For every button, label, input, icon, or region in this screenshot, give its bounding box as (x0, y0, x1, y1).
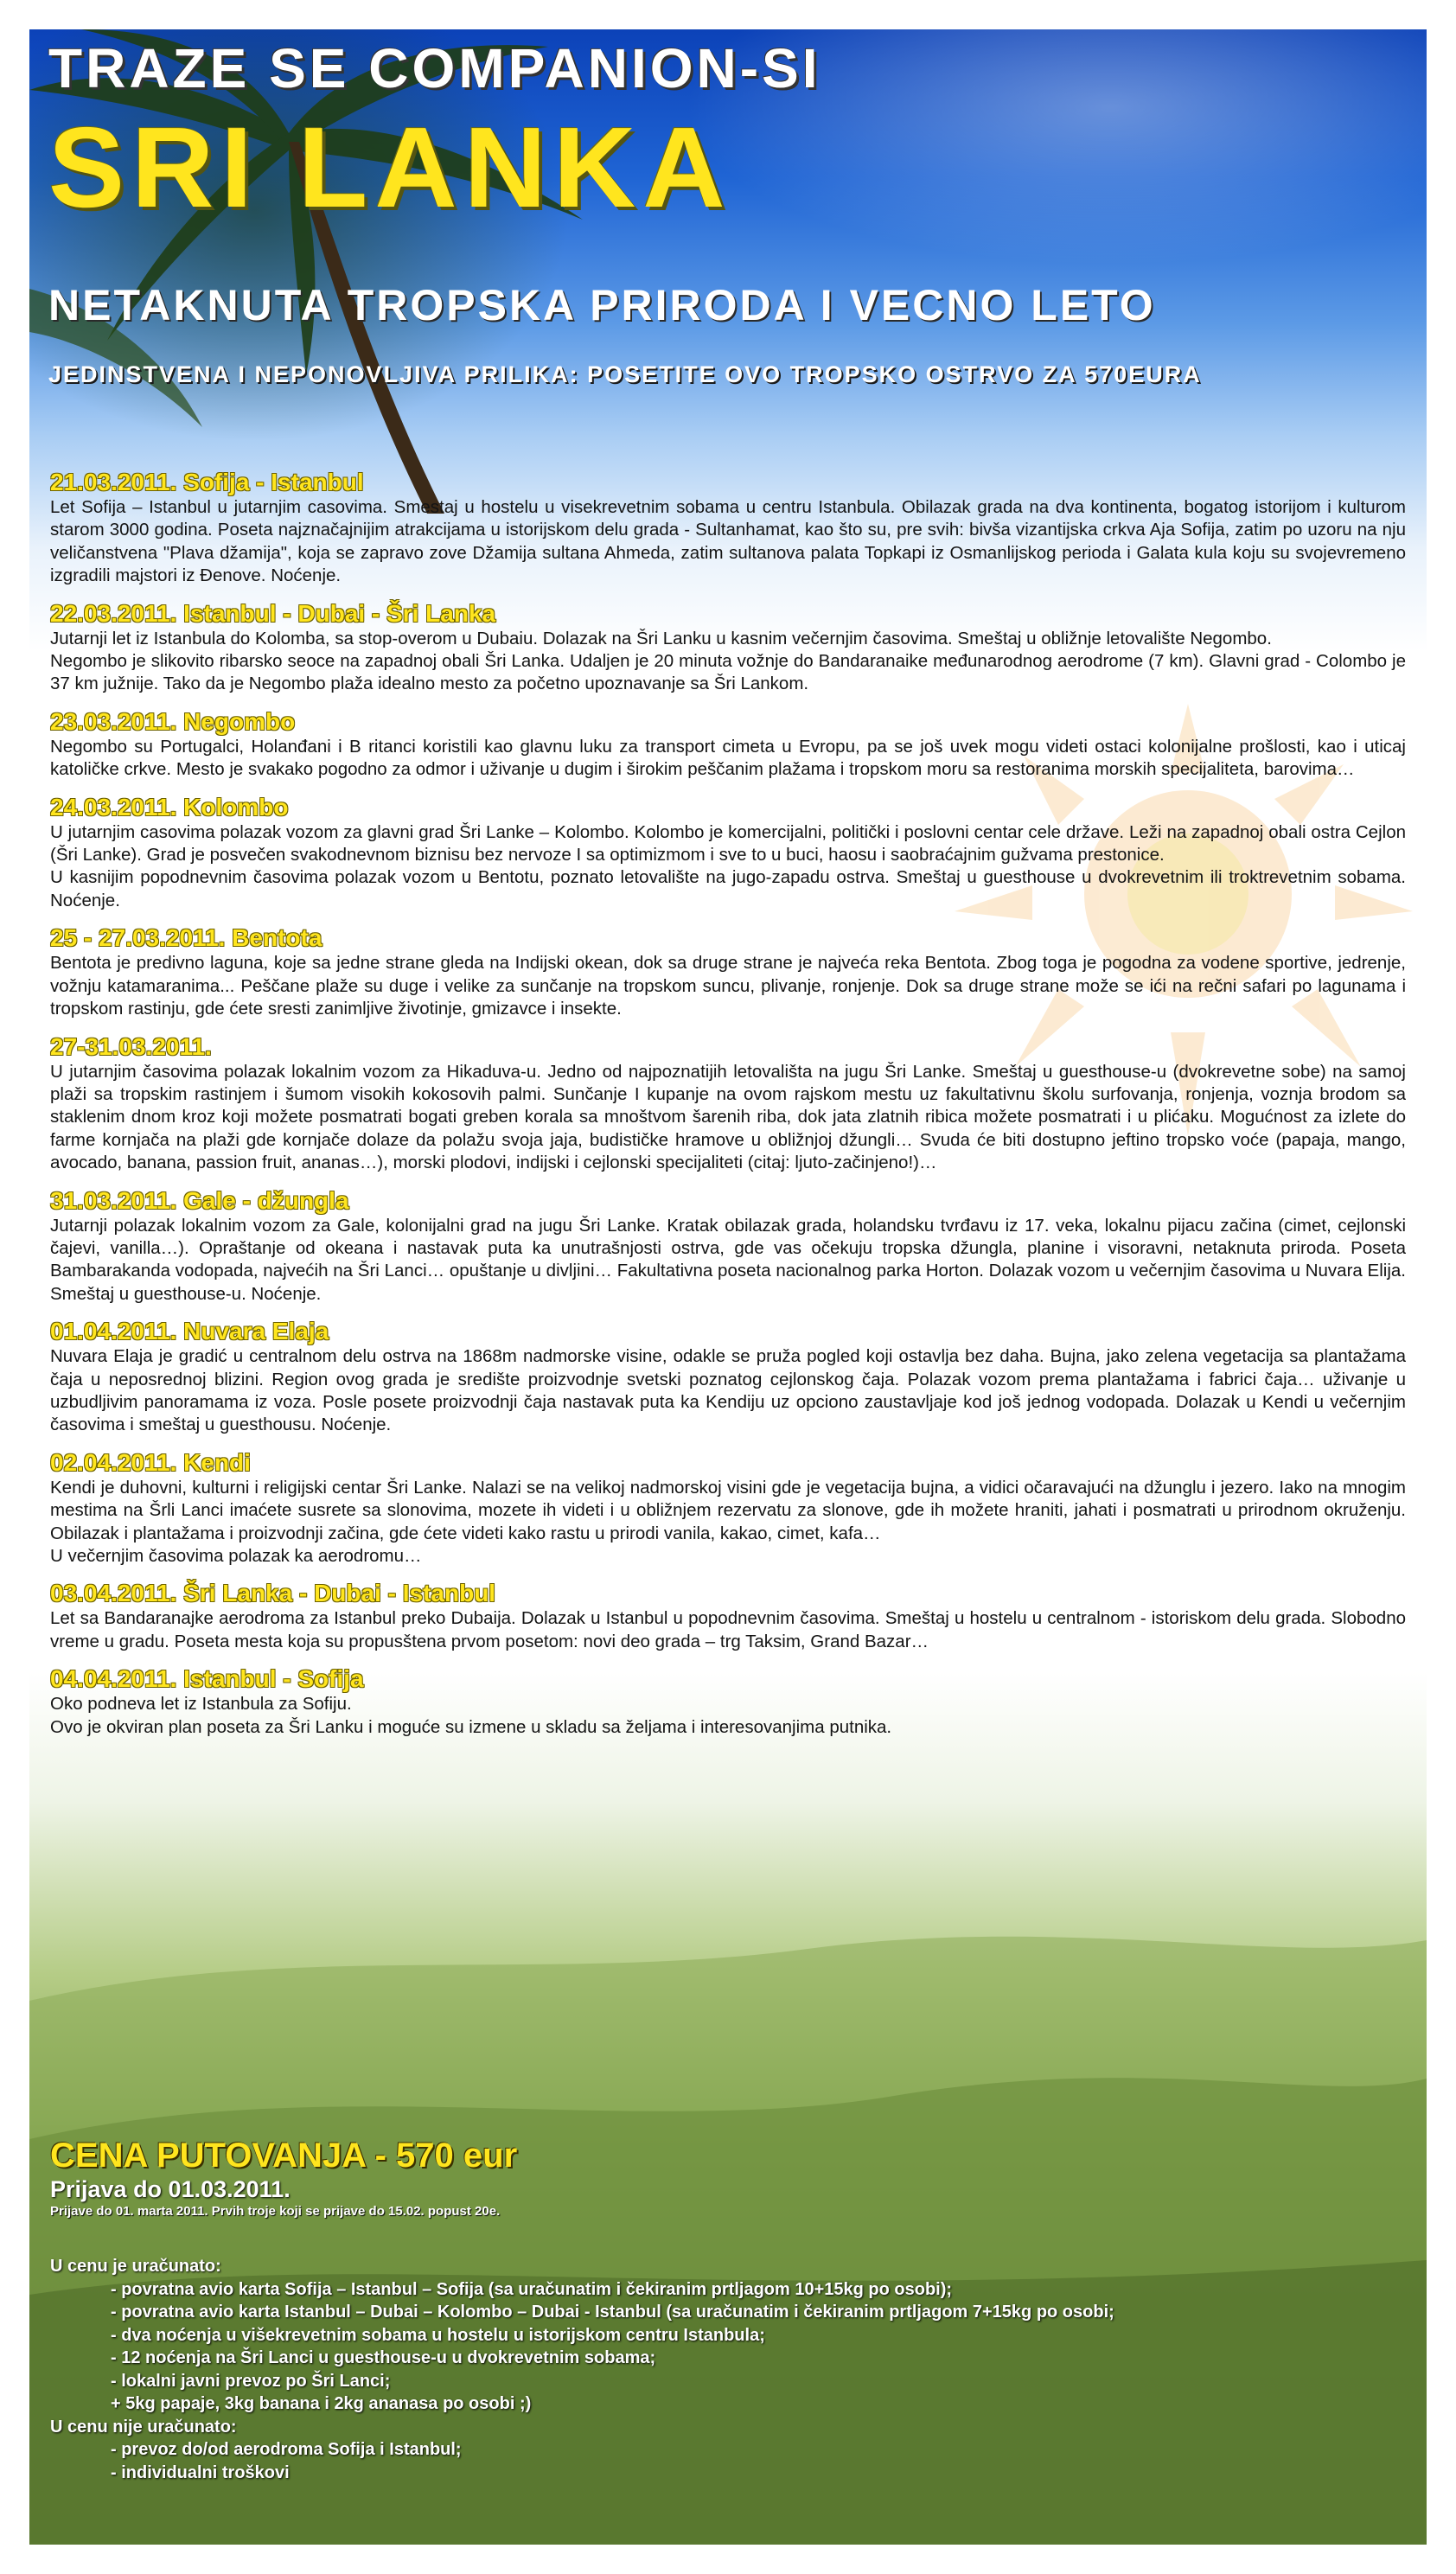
day-entry (50, 1318, 1406, 1437)
day-text: Jutarnji let iz Istanbula do Kolomba, sa stop-overom u Dubaiu. Dolazak na Šri Lanku u kasnim večernjim časovima. Smeštaj u obližnje letovalište Negombo. Negombo je slikovito ribarsko seoce na zapadnoj obali Šri Lanka. Udaljen je 20 minuta vožnje do Bandaranaike međunarodnog aerodrome (7 km). Glavni grad - Colombo je 37 km južnije. Tako da je Negombo plaža idealno mesto za početno upoznavanje sa Šri Lankom. (50, 628, 1406, 694)
day-text: Negombo su Portugalci, Holanđani i B ritanci koristili kao glavnu luku za transport cimeta u Evropu, pa se još uvek mogu videti ostaci kolonijalne prošlosti, kao i uticaj katoličke crkve. Mesto je svakako pogodno za odmor i uživanje u dugim i širokim peščanim plažama i tropskom moru sa restoranima morskih specijaliteta, barovima… (50, 736, 1406, 780)
day-entry (50, 794, 1406, 913)
tagline: NETAKNUTA TROPSKA PRIRODA I VECNO LETO (48, 281, 1156, 329)
day-text: U jutarnjim casovima polazak vozom za glavni grad Šri Lanke – Kolombo. Kolombo je komercijalni, politički i poslovni centar cele države. Leži na zapadnoj obali ostra Cejlon (Šri Lanke). Grad je posvečen svakodnevnom biznisu bez nervoze I sa optimizmom i sve to u buci, haosu i saobraćajnim gužvama prestonice. U kasnijim popodnevnim časovima polazak vozom u Bentotu, poznato letovalište na jugo-zapadu ostrva. Smeštaj u guesthouse u dvokrevetnim ili troktrevetnim sobama. Noćenje. (50, 821, 1406, 910)
day-entry (50, 1449, 1406, 1568)
list-item: - individualni troškovi (111, 2462, 290, 2482)
day-title: 31.03.2011. Gale - džungla (50, 1186, 349, 1214)
day-entry (50, 600, 1406, 696)
day-text: Oko podneva let iz Istanbula za Sofiju. Ovo je okviran plan poseta za Šri Lanku i moguće su izmene u skladu sa željama i interesovanjima putnika. (50, 1694, 892, 1737)
day-title: 03.04.2011. Šri Lanka - Dubai - Istanbul (50, 1580, 496, 1607)
day-entry (50, 1033, 1406, 1175)
price-deadline: Prijava do 01.03.2011. (50, 2176, 291, 2202)
day-title: 27-31.03.2011. (50, 1032, 212, 1060)
day-title: 04.04.2011. Istanbul - Sofija (50, 1665, 364, 1693)
day-entry (50, 924, 1406, 1020)
day-text: Let Sofija – Istanbul u jutarnjim casovima. Smestaj u hostelu u visekrevetnim sobama u centru Istanbula. Obilazak grada na dva kontinenta, bogatog istorijom i kulturom starom 3000 godina. Poseta najznačajnijim atrakcijama u istorijskom delu grada - Sultanhamat, kao što su, pre svih: bivša vizantijska crkva Aja Sofija, zatim po uzoru na nju veličanstvena "Plava džamija", koja se zapravo zove Džamija sultana Ahmeda, zatim sultanova palata Topkapi iz Osmanlijskog perioda i Galata kula koju su svojevremeno izgradili majstori iz Đenove. Noćenje. (50, 497, 1406, 586)
day-entry (50, 708, 1406, 782)
list-item: - prevoz do/od aerodroma Sofija i Istanbul; (111, 2440, 462, 2459)
price-note: Prijave do 01. marta 2011. Prvih troje koji se prijave do 15.02. popust 20e. (50, 2204, 501, 2219)
day-title: 01.04.2011. Nuvara Elaja (50, 1318, 329, 1345)
list-item: - 12 noćenja na Šri Lanci u guesthouse-u u dvokrevetnim sobama; (111, 2348, 656, 2367)
itinerary (50, 469, 1406, 1751)
list-item: + 5kg papaje, 3kg banana i 2kg ananasa po osobi ;) (111, 2394, 532, 2413)
list-item: - lokalni javni prevoz po Šri Lanci; (111, 2371, 391, 2391)
excluded-heading: U cenu nije uračunato: (50, 2417, 237, 2437)
day-entry (50, 1665, 1406, 1739)
list-item: - dva noćenja u višekrevetnim sobama u hostelu u istorijskom centru Istanbula; (111, 2325, 765, 2345)
day-entry (50, 469, 1406, 588)
day-title: 25 - 27.03.2011. Bentota (50, 924, 322, 952)
day-title: 24.03.2011. Kolombo (50, 793, 289, 821)
day-text: U jutarnjim časovima polazak lokalnim vozom za Hikaduva-u. Jedno od najpoznatijih letovališta na jugu Šri Lanke. Smeštaj u guesthouse-u (dvokrevetne sobe) na samoj plaži sa tropskim rastinjem i šumom visokih kokosovih palmi. Sunčanje I kupanje na ovom rajskom mestu uz fakultativnu školu surfovanja, ronjenja, voznja brodom sa staklenim dnom kroz koji možete posmatrati bogati greben korala sa mnoštvom šarenih riba, dok jata zlatnih ribica možete posmatrati i u plićaku. Mogućnost za izlete do farme kornjača na plaži gde kornjače dolaze da polažu svoja jaja, budističke hramove u obližnjoj džungli… Svuda će biti dostupno jeftino tropsko voće (papaja, mango, avocado, banana, passion fruit, ananas…), morski plodovi, indijski i cejlonski specijaliteti (citaj: ljuto-začinjeno!)… (50, 1061, 1406, 1173)
title-heading: SRI LANKA (48, 104, 732, 231)
subtitle: JEDINSTVENA I NEPONOVLJIVA PRILIKA: POSETITE OVO TROPSKO OSTRVO ZA 570EURA (48, 361, 1202, 387)
included-list (50, 2278, 1261, 2416)
day-text: Jutarnji polazak lokalnim vozom za Gale, kolonijalni grad na jugu Šri Lanke. Kratak obilazak grada, holandsku tvrđavu iz 17. veka, lokalnu pijacu začina (cimet, cejlonski čajevi, vanilla…). Opraštanje od okeana i nastavak puta ka unutrašnjosti ostrva, gde vas očekuju tropska džungla, planine i visoravni, netaknuta priroda. Poseta Bambarakanda vodopada, najvećih na Šri Lanci… opuštanje u divljini… Fakultativna poseta nacionalnog parka Horton. Dolazak vozom u večernjim časovima u Nuvara Elija. Smeštaj u guesthouse-u. Noćenje. (50, 1215, 1406, 1304)
day-title: 02.04.2011. Kendi (50, 1448, 251, 1476)
excluded-list (50, 2438, 1261, 2484)
list-item: - povratna avio karta Istanbul – Dubai – Kolombo – Dubai - Istanbul (sa uračunatim i čekiranim prtljagom 7+15kg po osobi; (111, 2303, 1114, 2322)
day-title: 23.03.2011. Negombo (50, 707, 296, 735)
day-text: Bentota je predivno laguna, koje sa jedne strane gleda na Indijski okean, dok sa druge strane je najveća reka Bentota. Zbog toga je pogodna za vodene sportive, jedrenje, vožnju katamaranima... Peščane plaže su duge i velike za sunčanje na tropskom suncu, plivanje, ronjenje. Dok sa druge strane može se ići na rečni safari po lagunama i tropskom rastinju, gde ćete sresti zanimljive životinje, gmizavce i insekte. (50, 953, 1406, 1019)
day-title: 21.03.2011. Sofija - Istanbul (50, 469, 364, 495)
price-block (50, 2136, 1261, 2484)
price-title: CENA PUTOVANJA - 570 eur (50, 2136, 518, 2175)
included-heading: U cenu je uračunato: (50, 2257, 221, 2276)
companion-heading: TRAZE SE COMPANION-SI (48, 37, 821, 99)
poster (29, 29, 1427, 2545)
day-text: Kendi je duhovni, kulturni i religijski centar Šri Lanke. Nalazi se na velikoj nadmorskoj visini gde je vegetacija bujna, a vidici očaravajući na džunglu i jezero. Iako na mnogim mestima na Šrli Lanci imaćete susrete sa slonovima, mozete ih videti i u obližnjem rezervatu za slonove, gde ih možete hraniti, jahati i posmatrati u prirodnom okruženju. Obilazak i plantažama i proizvodnji začina, gde ćete videti kako rastu u prirodi vanila, kakao, cimet, kafa… U večernjim časovima polazak ka aerodromu… (50, 1477, 1406, 1566)
list-item: - povratna avio karta Sofija – Istanbul – Sofija (sa uračunatim i čekiranim prtljagom 10+15kg po osobi); (111, 2279, 953, 2299)
day-title: 22.03.2011. Istanbul - Dubai - Šri Lanka (50, 599, 496, 627)
day-entry (50, 1187, 1406, 1306)
day-text: Let sa Bandaranajke aerodroma za Istanbul preko Dubaija. Dolazak u Istanbul u popodnevnim časovima. Smeštaj u hostelu u centralnom - istoriskom delu grada. Slobodno vreme u gradu. Poseta mesta koja su propusštena prvom posetom: novi deo grada – trg Taksim, Grand Bazar… (50, 1608, 1406, 1651)
day-entry (50, 1580, 1406, 1653)
day-text: Nuvara Elaja je gradić u centralnom delu ostrva na 1868m nadmorske visine, odakle se pruža pogled koji ostavlja bez daha. Bujna, jako zelena vegetacija sa plantažama čaja u neposrednoj blizini. Region ovog grada je središte proizvodnje svetski poznatog cejlonskog čaja. Polazak vozom prema plantažama i fabrici čaja… uživanje u uzbudljivim panoramama iz voza. Posle posete proizvodnji čaja nastavak puta ka Kendiju uz opciono zaustavljaje kod još jednog vodopada. Dolazak u Kendi u večernjim časovima i smeštaj u guesthousu. Noćenje. (50, 1346, 1406, 1435)
